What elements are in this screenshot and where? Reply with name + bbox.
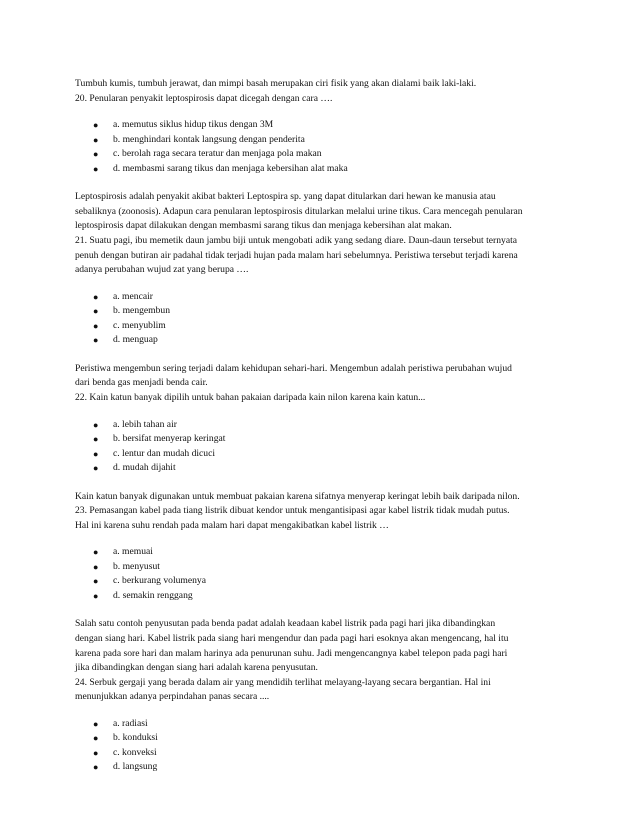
text-line: jika dibandingkan dengan siang hari adalah karena penyusutan. <box>75 662 318 674</box>
option-item: ● a. mencair <box>75 290 571 305</box>
option-item: ● d. semakin renggang <box>75 589 571 604</box>
text-line: menunjukkan adanya perpindahan panas secara .... <box>75 691 270 703</box>
text-line: Salah satu contoh penyusutan pada benda padat adalah keadaan kabel listrik pada pagi hari jika dibandingkan <box>75 618 496 630</box>
question-22-options <box>75 418 571 476</box>
explanation-23-and-question-24 <box>75 617 571 705</box>
bullet-icon: ● <box>93 419 99 430</box>
option-item: ● c. konveksi <box>75 746 571 761</box>
bullet-icon: ● <box>93 320 99 331</box>
option-item: ● b. konduksi <box>75 731 571 746</box>
bullet-icon: ● <box>93 547 99 558</box>
option-item: ● c. berolah raga secara teratur dan menjaga pola makan <box>75 147 571 162</box>
option-item: ● a. lebih tahan air <box>75 418 571 433</box>
option-item: ● b. menghindari kontak langsung dengan penderita <box>75 133 571 148</box>
text-line: 21. Suatu pagi, ibu memetik daun jambu biji untuk mengobati adik yang sedang diare. Daun-daun tersebut ternyata <box>75 234 518 246</box>
explanation-22-and-question-23 <box>75 490 571 534</box>
document-page <box>75 77 571 789</box>
option-item: ● c. lentur dan mudah dicuci <box>75 447 571 462</box>
text-line: 24. Serbuk gergaji yang berada dalam air yang mendidih terlihat melayang-layang secara bergantian. Hal ini <box>75 676 491 688</box>
bullet-icon: ● <box>93 576 99 587</box>
text-line: dari benda gas menjadi benda cair. <box>75 377 208 389</box>
text-line: Hal ini karena suhu rendah pada malam hari dapat mengakibatkan kabel listrik … <box>75 519 389 531</box>
bullet-icon: ● <box>93 747 99 758</box>
bullet-icon: ● <box>93 448 99 459</box>
bullet-icon: ● <box>93 163 99 174</box>
question-21-options <box>75 290 571 348</box>
option-item: ● c. menyublim <box>75 319 571 334</box>
text-line: adanya perubahan wujud zat yang berupa …. <box>75 264 249 276</box>
text-line: karena pada sore hari dan malam harinya ada penurunan suhu. Jadi mengencangnya kabel telepon pada pagi hari <box>75 647 508 659</box>
bullet-icon: ● <box>93 120 99 131</box>
explanation-21-and-question-22 <box>75 362 571 406</box>
explanation-20-and-question-21 <box>75 190 571 278</box>
bullet-icon: ● <box>93 291 99 302</box>
option-item: ● d. menguap <box>75 333 571 348</box>
option-item: ● a. memuai <box>75 545 571 560</box>
text-line: Leptospirosis adalah penyakit akibat bakteri Leptospira sp. yang dapat ditularkan dari hewan ke manusia atau <box>75 191 496 203</box>
text-line: Kain katun banyak digunakan untuk membuat pakaian karena sifatnya menyerap keringat lebih baik daripada nilon. <box>75 490 520 502</box>
text-line: Tumbuh kumis, tumbuh jerawat, dan mimpi basah merupakan ciri fisik yang akan dialami baik laki-laki. <box>75 78 477 89</box>
bullet-icon: ● <box>93 306 99 317</box>
bullet-icon: ● <box>93 561 99 572</box>
option-item: ● d. langsung <box>75 760 571 775</box>
text-line: penuh dengan butiran air padahal tidak terjadi hujan pada malam hari sebelumnya. Peristiwa tersebut terjadi karena <box>75 249 518 261</box>
bullet-icon: ● <box>93 134 99 145</box>
text-line: sebaliknya (zoonosis). Adapun cara penularan leptospirosis ditularkan melalui urine tikus. Cara mencegah penularan <box>75 205 523 217</box>
option-item: ● d. membasmi sarang tikus dan menjaga kebersihan alat maka <box>75 162 571 177</box>
option-item: ● b. menyusut <box>75 560 571 575</box>
question-24-options <box>75 717 571 775</box>
intro-paragraph <box>75 77 571 106</box>
bullet-icon: ● <box>93 335 99 346</box>
option-item: ● d. mudah dijahit <box>75 461 571 476</box>
bullet-icon: ● <box>93 762 99 773</box>
bullet-icon: ● <box>93 718 99 729</box>
bullet-icon: ● <box>93 149 99 160</box>
question-23-options <box>75 545 571 603</box>
question-20-options <box>75 118 571 176</box>
option-item: ● a. memutus siklus hidup tikus dengan 3M <box>75 118 571 133</box>
text-line: dengan siang hari. Kabel listrik pada siang hari mengendur dan pada pagi hari esoknya akan mengencang, hal itu <box>75 632 509 644</box>
bullet-icon: ● <box>93 463 99 474</box>
bullet-icon: ● <box>93 590 99 601</box>
option-item: ● b. mengembun <box>75 304 571 319</box>
question-20-text: 20. Penularan penyakit leptospirosis dapat dicegah dengan cara …. <box>75 92 333 104</box>
option-item: ● c. berkurang volumenya <box>75 574 571 589</box>
option-item: ● a. radiasi <box>75 717 571 732</box>
option-item: ● b. bersifat menyerap keringat <box>75 432 571 447</box>
bullet-icon: ● <box>93 733 99 744</box>
text-line: Peristiwa mengembun sering terjadi dalam kehidupan sehari-hari. Mengembun adalah peristiwa perubahan wujud <box>75 362 512 374</box>
text-line: leptospirosis dapat dilakukan dengan membasmi sarang tikus dan menjaga kebersihan alat makan. <box>75 220 452 232</box>
text-line: 23. Pemasangan kabel pada tiang listrik dibuat kendor untuk mengantisipasi agar kabel listrik tidak mudah putus. <box>75 505 510 517</box>
text-line: 22. Kain katun banyak dipilih untuk bahan pakaian daripada kain nilon karena kain katun... <box>75 391 426 403</box>
bullet-icon: ● <box>93 434 99 445</box>
